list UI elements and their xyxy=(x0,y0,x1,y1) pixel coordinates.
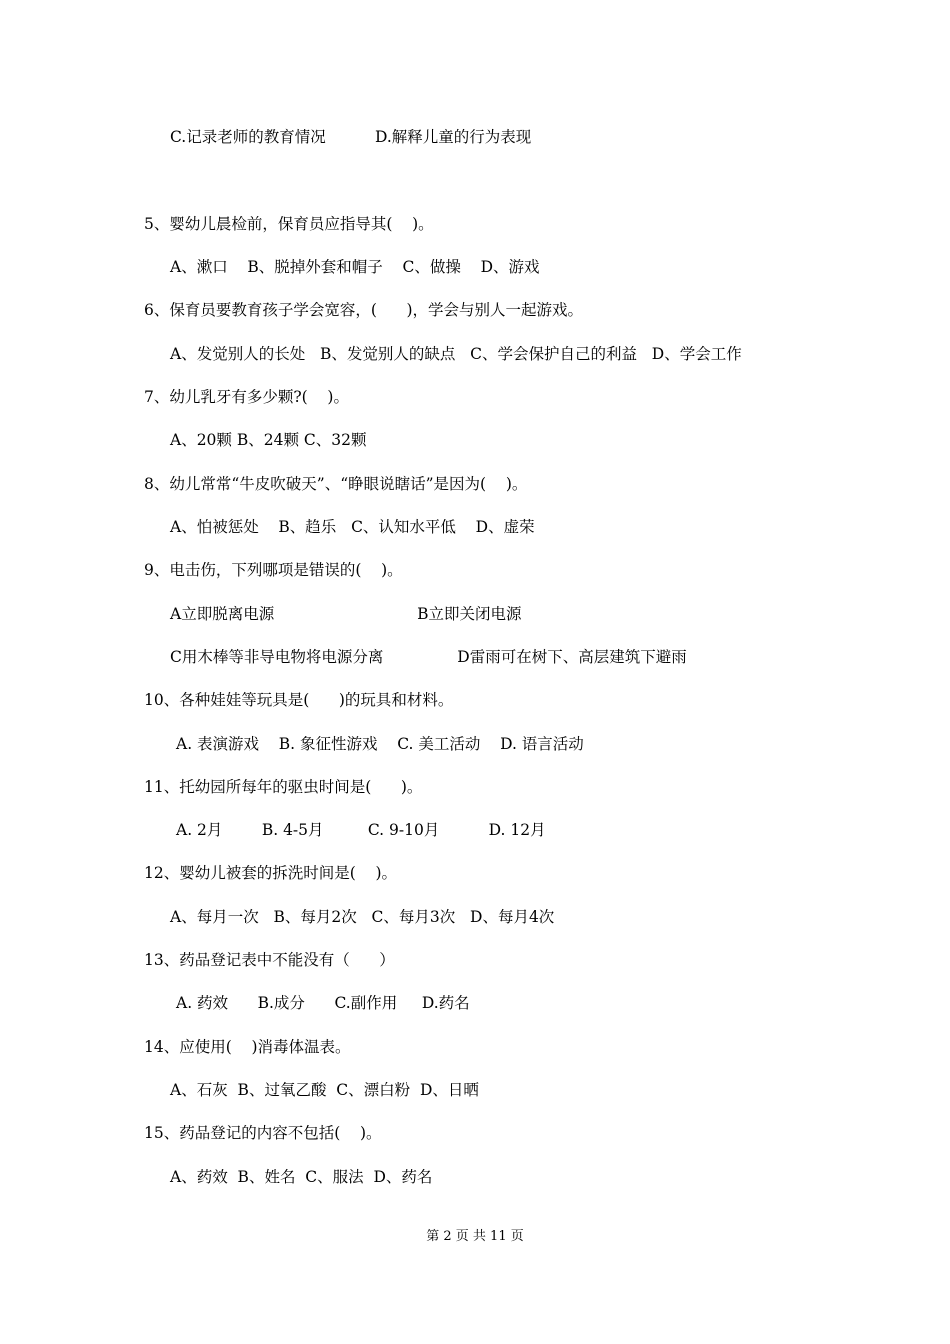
question-5-stem: 5、婴幼儿晨检前，保育员应指导其( )。 xyxy=(144,215,434,233)
question-10-options: A. 表演游戏 B. 象征性游戏 C. 美工活动 D. 语言活动 xyxy=(176,735,584,753)
question-6-stem: 6、保育员要教育孩子学会宽容，( )，学会与别人一起游戏。 xyxy=(144,301,584,319)
question-11-options: A. 2月 B. 4-5月 C. 9-10月 D. 12月 xyxy=(176,821,546,839)
question-7-stem: 7、幼儿乳牙有多少颗?( )。 xyxy=(144,388,349,406)
question-8-options: A、怕被惩处 B、趋乐 C、认知水平低 D、虚荣 xyxy=(170,518,535,536)
question-14-options: A、石灰 B、过氧乙酸 C、漂白粉 D、日晒 xyxy=(170,1081,479,1099)
question-13-options: A. 药效 B.成分 C.副作用 D.药名 xyxy=(176,994,470,1012)
question-5-options: A、漱口 B、脱掉外套和帽子 C、做操 D、游戏 xyxy=(170,258,540,276)
question-9-options-cd: C用木棒等非导电物将电源分离 D雷雨可在树下、高层建筑下避雨 xyxy=(170,648,687,666)
question-4-options: C.记录老师的教育情况 D.解释儿童的行为表现 xyxy=(170,128,532,146)
question-12-options: A、每月一次 B、每月2次 C、每月3次 D、每月4次 xyxy=(170,908,555,926)
page-number-footer: 第 2 页 共 11 页 xyxy=(426,1229,524,1244)
question-7-options: A、20颗 B、24颗 C、32颗 xyxy=(170,431,367,449)
question-15-options: A、药效 B、姓名 C、服法 D、药名 xyxy=(170,1168,433,1186)
question-15-stem: 15、药品登记的内容不包括( )。 xyxy=(144,1124,382,1142)
question-9-options-ab: A立即脱离电源 B立即关闭电源 xyxy=(170,605,522,623)
question-14-stem: 14、应使用( )消毒体温表。 xyxy=(144,1038,351,1056)
question-8-stem: 8、幼儿常常“牛皮吹破天”、“睁眼说瞎话”是因为( )。 xyxy=(144,475,528,493)
question-9-stem: 9、电击伤，下列哪项是错误的( )。 xyxy=(144,561,403,579)
question-10-stem: 10、各种娃娃等玩具是( )的玩具和材料。 xyxy=(144,691,454,709)
question-11-stem: 11、托幼园所每年的驱虫时间是( )。 xyxy=(144,778,423,796)
question-6-options: A、发觉别人的长处 B、发觉别人的缺点 C、学会保护自己的利益 D、学会工作 xyxy=(170,345,742,363)
question-13-stem: 13、药品登记表中不能没有（ ） xyxy=(144,951,395,969)
question-12-stem: 12、婴幼儿被套的拆洗时间是( )。 xyxy=(144,864,398,882)
